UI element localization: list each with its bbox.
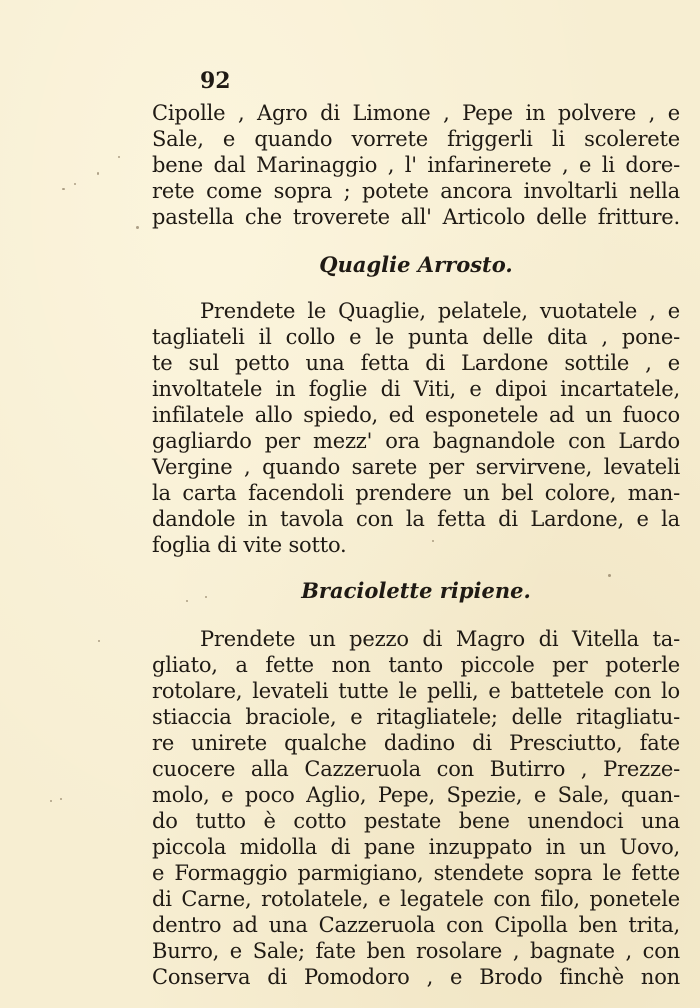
text-line: re unirete qualche dadino di Presciutto, fate bbox=[152, 731, 680, 755]
paragraph-3 bbox=[152, 626, 680, 990]
text-line: di Carne, rotolatele, e legatele con filo, ponetele bbox=[152, 887, 680, 911]
section-heading-quaglie: Quaglie Arrosto. bbox=[319, 252, 513, 277]
text-line: Prendete un pezzo di Magro di Vitella ta- bbox=[200, 627, 680, 651]
paper-speck bbox=[136, 226, 139, 229]
text-line: Cipolle , Agro di Limone , Pepe in polvere , e bbox=[152, 101, 680, 125]
text-line: involtatele in foglie di Viti, e dipoi incartatele, bbox=[152, 377, 680, 401]
text-line: te sul petto una fetta di Lardone sottile , e bbox=[152, 351, 680, 375]
paper-speck bbox=[60, 798, 62, 800]
text-line: molo, e poco Aglio, Pepe, Spezie, e Sale, quan- bbox=[152, 783, 680, 807]
paper-speck bbox=[74, 183, 76, 185]
paper-speck bbox=[98, 640, 100, 642]
text-line: gliato, a fette non tanto piccole per poterle bbox=[152, 653, 680, 677]
text-line: rotolare, levateli tutte le pelli, e battetele con lo bbox=[152, 679, 680, 703]
text-line: gagliardo per mezz' ora bagnandole con Lardo bbox=[152, 429, 680, 453]
section-heading-braciolette: Braciolette ripiene. bbox=[301, 578, 531, 603]
text-line: Conserva di Pomodoro , e Brodo finchè non bbox=[152, 965, 680, 989]
paper-speck bbox=[62, 188, 65, 190]
text-line: Sale, e quando vorrete friggerli li scolerete bbox=[152, 127, 680, 151]
text-line: cuocere alla Cazzeruola con Butirro , Prezze- bbox=[152, 757, 680, 781]
text-line: stiaccia braciole, e ritagliatele; delle ritagliatu- bbox=[152, 705, 680, 729]
paragraph-2 bbox=[152, 298, 680, 558]
paper-speck bbox=[205, 596, 207, 598]
text-line: rete come sopra ; potete ancora involtarli nella bbox=[152, 179, 680, 203]
text-line: Prendete le Quaglie, pelatele, vuotatele , e bbox=[200, 299, 680, 323]
text-line: pastella che troverete all' Articolo delle fritture. bbox=[152, 205, 680, 229]
paragraph-1 bbox=[152, 100, 680, 230]
text-line: infilatele allo spiedo, ed esponetele ad un fuoco bbox=[152, 403, 680, 427]
text-line: e Formaggio parmigiano, stendete sopra le fette bbox=[152, 861, 680, 885]
text-line: Vergine , quando sarete per servirvene, levateli bbox=[152, 455, 680, 479]
text-line: la carta facendoli prendere un bel colore, man- bbox=[152, 481, 680, 505]
text-line: piccola midolla di pane inzuppato in un Uovo, bbox=[152, 835, 680, 859]
text-line: tagliateli il collo e le punta delle dita , pone- bbox=[152, 325, 680, 349]
page-number: 92 bbox=[200, 68, 231, 94]
text-line: bene dal Marinaggio , l' infarinerete , e li dore- bbox=[152, 153, 680, 177]
text-line: dandole in tavola con la fetta di Lardone, e la bbox=[152, 507, 680, 531]
text-line: Burro, e Sale; fate ben rosolare , bagnate , con bbox=[152, 939, 680, 963]
paper-speck bbox=[186, 600, 188, 602]
paper-speck bbox=[50, 800, 52, 802]
paper-speck bbox=[118, 156, 120, 158]
paper-speck bbox=[432, 540, 434, 542]
text-line: dentro ad una Cazzeruola con Cipolla ben trita, bbox=[152, 913, 680, 937]
paper-speck bbox=[608, 574, 611, 577]
paper-speck bbox=[97, 172, 99, 175]
text-line: do tutto è cotto pestate bene unendoci una bbox=[152, 809, 680, 833]
text-line: foglia di vite sotto. bbox=[152, 533, 347, 557]
